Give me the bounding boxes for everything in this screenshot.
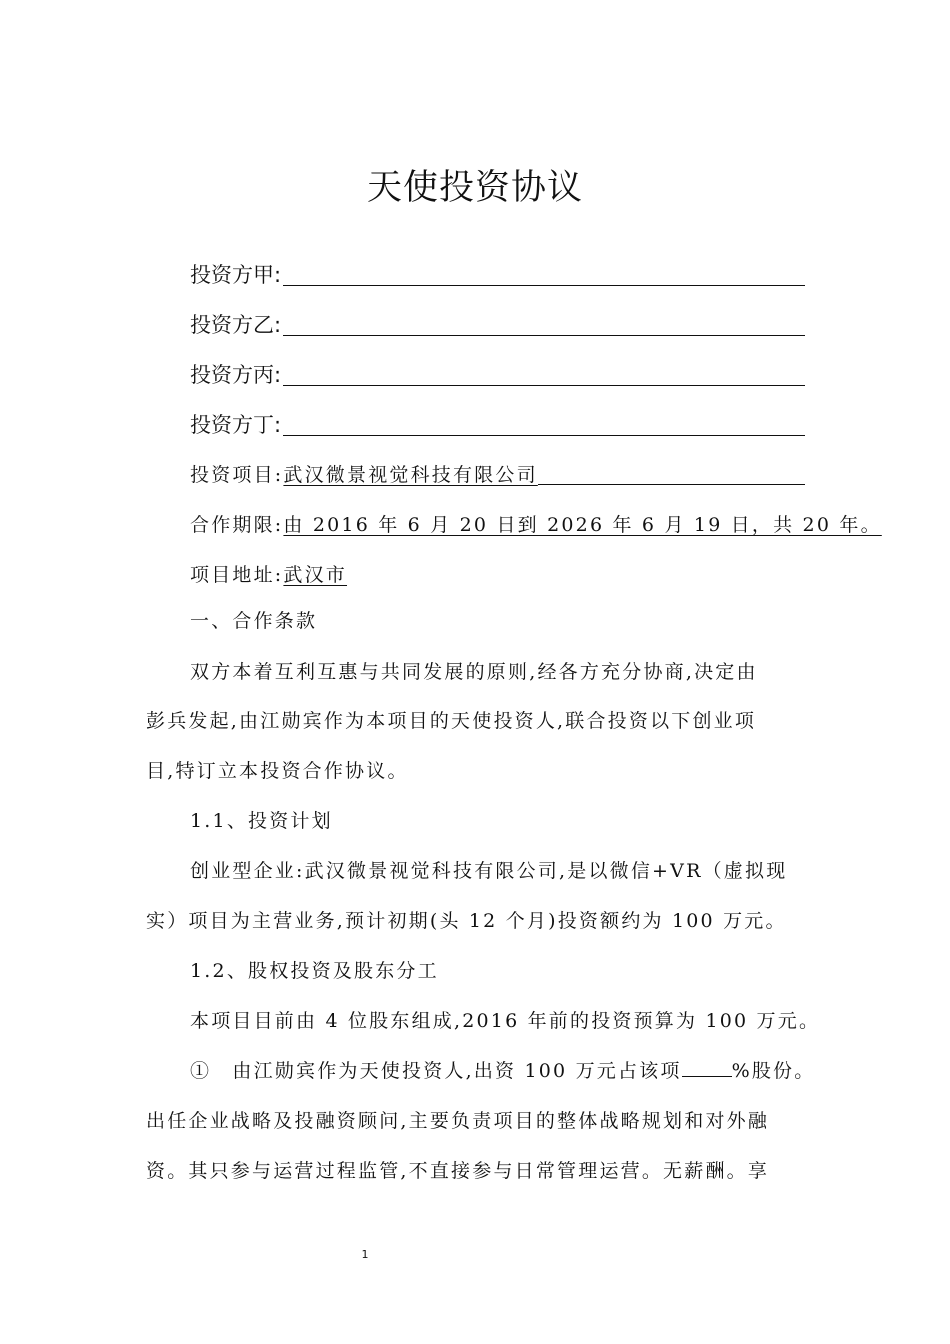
period-row [190, 506, 882, 540]
clause-text-suffix: %股份。 [731, 1060, 816, 1082]
paragraph-line: 资。其只参与运营过程监管,不直接参与日常管理运营。无薪酬。享 [146, 1160, 770, 1182]
party-d-field[interactable] [283, 411, 805, 436]
subsection-heading: 1.2、股权投资及股东分工 [190, 960, 439, 982]
paragraph-line: 本项目目前由 4 位股东组成,2016 年前的投资预算为 100 万元。 [190, 1010, 821, 1032]
project-label: 投资项目: [190, 464, 284, 486]
subsection-heading: 1.1、投资计划 [190, 810, 333, 832]
party-c-row [190, 356, 805, 390]
address-label: 项目地址: [190, 564, 284, 586]
party-a-row [190, 256, 805, 290]
party-d-label: 投资方丁: [190, 413, 282, 437]
party-d-row [190, 406, 805, 440]
party-b-row [190, 306, 805, 340]
period-value: 由 2016 年 6 月 20 日到 2026 年 6 月 19 日，共 20 年。 [283, 514, 882, 536]
address-value: 武汉市 [283, 564, 348, 586]
address-row [190, 556, 805, 590]
project-value: 武汉微景视觉科技有限公司 [283, 464, 538, 486]
party-b-label: 投资方乙: [190, 313, 282, 337]
paragraph-line: 出任企业战略及投融资顾问,主要负责项目的整体战略规划和对外融 [146, 1110, 770, 1132]
period-label: 合作期限: [190, 514, 284, 536]
paragraph-line: 目,特订立本投资合作协议。 [146, 760, 409, 782]
clause-text: ① 由江勋宾作为天使投资人,出资 100 万元占该项 [190, 1060, 682, 1082]
paragraph-line: 彭兵发起,由江勋宾作为本项目的天使投资人,联合投资以下创业项 [146, 710, 757, 732]
party-c-label: 投资方丙: [190, 363, 282, 387]
party-a-label: 投资方甲: [190, 263, 282, 287]
party-a-field[interactable] [283, 261, 805, 286]
party-c-field[interactable] [283, 361, 805, 386]
paragraph-line: 实）项目为主营业务,预计初期(头 12 个月)投资额约为 100 万元。 [146, 910, 787, 932]
document-title: 天使投资协议 [366, 168, 583, 208]
share-percent-blank[interactable] [682, 1056, 732, 1077]
paragraph-line: 创业型企业:武汉微景视觉科技有限公司,是以微信+VR（虚拟现 [190, 860, 788, 882]
section-heading: 一、合作条款 [190, 610, 318, 632]
project-row [190, 456, 805, 490]
paragraph-line [190, 1056, 815, 1086]
paragraph-line: 双方本着互利互惠与共同发展的原则,经各方充分协商,决定由 [190, 661, 758, 683]
project-underline [538, 464, 805, 485]
page-number: 1 [361, 1248, 369, 1261]
party-b-field[interactable] [283, 311, 805, 336]
